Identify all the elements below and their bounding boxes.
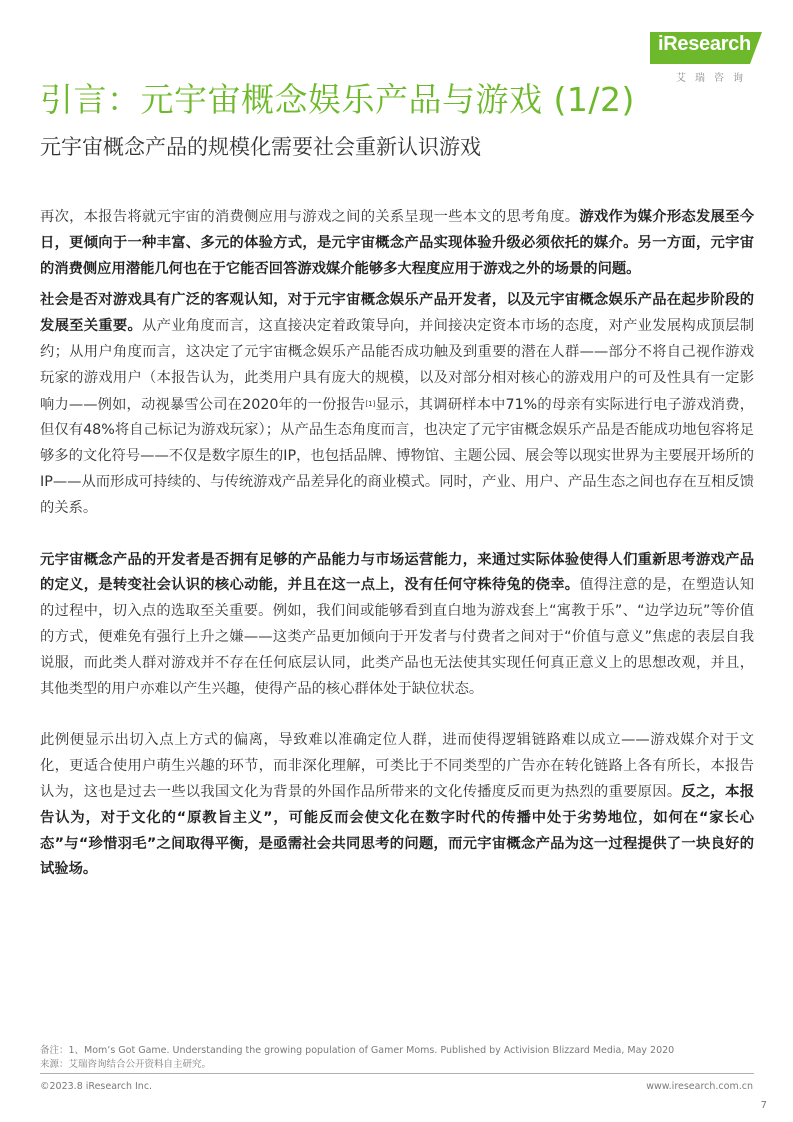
iresearch-logo — [650, 30, 762, 88]
report-body — [40, 205, 754, 883]
paragraph-2-text-cont: 显示，其调研样本中71%的母亲有实际进行电子游戏消费，但仅有48%将自己标记为游戏玩家）；从产品生态角度而言，也决定了元宇宙概念娱乐产品是否能成功地包容将足够多的文化符号——不仅是数字原生的IP，也包括品牌、博物馆、主题公园、展会等以现实世界为主要展开场所的IP——从而形成可持续的、与传统游戏产品差异化的商业模式。同时，产业、用户、产品生态之间也存在互相反馈的关系。 — [40, 396, 754, 516]
paragraph-3-emphasis: 元宇宙概念产品的开发者是否拥有足够的产品能力与市场运营能力，来通过实际体验使得人们重新思考游戏产品的定义，是转变社会认识的核心动能，并且在这一点上，没有任何守株待兔的侥幸。 — [40, 551, 754, 594]
paragraph-1 — [40, 205, 754, 282]
paragraph-4-text: 此例便显示出切入点上方式的偏离，导致难以准确定位人群，进而使得逻辑链路难以成立——游戏媒介对于文化，更适合使用户萌生兴趣的环节，而非深化理解，可类比于不同类型的广告亦在转化链路上各有所长，本报告认为，这也是过去一些以我国文化为背景的外国作品所带来的文化传播度反而更为热烈的重要原因。 — [40, 732, 754, 800]
logo-text: iResearch — [658, 33, 751, 55]
paragraph-2-text: 从产业角度而言，这直接决定着政策导向，并间接决定资本市场的态度，对产业发展构成顶层制约；从用户角度而言，这决定了元宇宙概念娱乐产品能否成功触及到重要的潜在人群——部分不将自己视作游戏玩家的游戏用户（本报告认为，此类用户具有庞大的规模，以及对部分相对核心的游戏用户的可及性具有一定影响力——例如，动视暴雪公司在2020年的一份报告 — [40, 318, 755, 413]
paragraph-2 — [40, 288, 754, 521]
page-subtitle: 元宇宙概念产品的规模化需要社会重新认识游戏 — [40, 135, 481, 159]
paragraph-3 — [40, 548, 754, 703]
page-number: 7 — [760, 1100, 767, 1111]
footer-divider — [40, 1073, 754, 1074]
paragraph-1-emphasis: 游戏作为媒介形态发展至今日，更倾向于一种丰富、多元的体验方式，是元宇宙概念产品实现体验升级必须依托的媒介。另一方面，元宇宙的消费侧应用潜能几何也在于它能否回答游戏媒介能够多大程度应用于游戏之外的场景的问题。 — [40, 209, 755, 277]
copyright: ©2023.8 iResearch Inc. — [40, 1081, 153, 1092]
paragraph-1-text: 再次，本报告将就元宇宙的消费侧应用与游戏之间的关系呈现一些本文的思考角度。 — [40, 209, 580, 225]
website-link[interactable]: www.iresearch.com.cn — [646, 1081, 753, 1092]
footnote-source: 来源：艾瑞咨询结合公开资料自主研究。 — [40, 1058, 212, 1070]
paragraph-2-emphasis: 社会是否对游戏具有广泛的客观认知，对于元宇宙概念娱乐产品开发者，以及元宇宙概念娱乐产品在起步阶段的发展至关重要。 — [40, 292, 754, 335]
paragraph-3-text: 值得注意的是，在塑造认知的过程中，切入点的选取至关重要。例如，我们间或能够看到直白地为游戏套上“寓教于乐”、“边学边玩”等价值的方式，便难免有强行上升之嫌——这类产品更加倾向于开发者与付费者之间对于“价值与意义”焦虑的表层自我说服，而此类人群对游戏并不存在任何底层认同，此类产品也无法使其实现任何真正意义上的思想改观，并且，其他类型的用户亦难以产生兴趣，使得产品的核心群体处于缺位状态。 — [40, 577, 755, 697]
paragraph-4 — [40, 728, 754, 883]
logo-subtext: 艾瑞咨询 — [676, 73, 752, 84]
footnote-reference: 备注：1、Mom’s Got Game. Understanding the growing population of Gamer Moms. Published by Activision Blizzard Media, May 2020 — [40, 1045, 675, 1056]
reference-marker: [1] — [365, 399, 376, 408]
paragraph-4-emphasis: 反之，本报告认为，对于文化的“原教旨主义”，可能反而会使文化在数字时代的传播中处于劣势地位，如何在“家长心态”与“珍惜羽毛”之间取得平衡，是亟需社会共同思考的问题，而元宇宙概念产品为这一过程提供了一块良好的试验场。 — [40, 783, 754, 878]
footnotes — [40, 1044, 760, 1071]
page-title: 引言：元宇宙概念娱乐产品与游戏 (1/2) — [40, 80, 635, 119]
